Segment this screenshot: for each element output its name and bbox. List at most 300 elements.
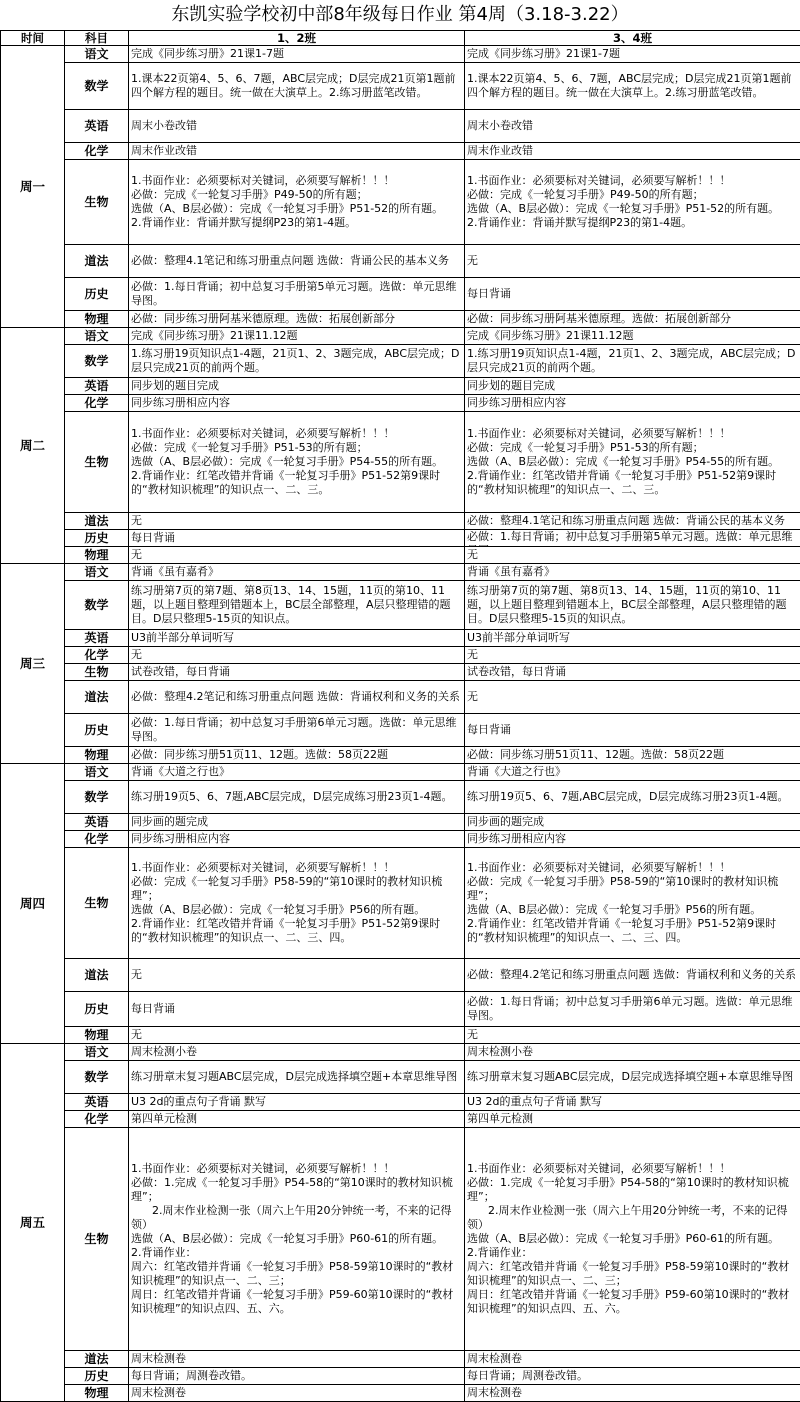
homework-line: 同步画的题完成: [131, 815, 462, 829]
homework-line: 必做：1.完成《一轮复习手册》P54-58的“第10课时的教材知识梳理”；: [467, 1176, 798, 1204]
homework-text: [131, 1112, 462, 1126]
subject-label: 生物: [65, 160, 129, 245]
homework-text: [131, 790, 462, 804]
homework-cell-class-1-2: [129, 1351, 465, 1368]
homework-text: [131, 312, 462, 326]
homework-line: 必做：1.每日背诵；初中总复习手册第6单元习题。选做：单元思维导图。: [467, 995, 798, 1023]
homework-cell-class-3-4: [465, 647, 800, 664]
homework-cell-class-3-4: [465, 345, 800, 378]
homework-cell-class-3-4: [465, 547, 800, 564]
homework-cell-class-1-2: [129, 959, 465, 992]
homework-text: [131, 1095, 462, 1109]
homework-cell-class-1-2: [129, 345, 465, 378]
day-label: 周一: [1, 46, 65, 328]
homework-cell-class-3-4: [465, 747, 800, 764]
homework-cell-class-3-4: [465, 1027, 800, 1044]
homework-cell-class-3-4: [465, 378, 800, 395]
homework-line: 练习册第7页的第7题、第8页13、14、15题，11页的第10、11题，以上题目整理到错题本上，BC层全部整理，A层只整理错的题目。D层只整理5-15页的知识点。: [131, 584, 462, 626]
homework-cell-class-1-2: [129, 1128, 465, 1351]
homework-text: [131, 329, 462, 343]
homework-line: 1.书面作业：必须要标对关键词，必须要写解析！！！: [467, 427, 798, 441]
homework-text: [131, 690, 462, 704]
homework-text: [467, 765, 798, 779]
homework-text: [131, 832, 462, 846]
homework-text: [131, 347, 462, 375]
homework-line: 选做（A、B层必做）：完成《一轮复习手册》P60-61的所有题。: [131, 1232, 462, 1246]
homework-cell-class-3-4: [465, 1044, 800, 1061]
homework-line: 无: [467, 548, 798, 562]
homework-line: 每日背诵: [131, 531, 462, 545]
homework-line: 必做：同步练习册阿基米德原理。选做：拓展创新部分: [131, 312, 462, 326]
homework-line: 同步练习册相应内容: [131, 396, 462, 410]
subject-label: 物理: [65, 311, 129, 328]
homework-text: [467, 1386, 798, 1400]
homework-line: 必做：完成《一轮复习手册》P58-59的“第10课时的教材知识梳理”；: [131, 875, 462, 903]
homework-text: [467, 1028, 798, 1042]
subject-label: 历史: [65, 530, 129, 547]
homework-text: [131, 1352, 462, 1366]
homework-text: [131, 631, 462, 645]
table-row: [1, 564, 800, 581]
homework-line: 无: [467, 1028, 798, 1042]
homework-text: [467, 530, 798, 546]
homework-line: 每日背诵: [467, 723, 798, 737]
table-row: [1, 1368, 800, 1385]
homework-cell-class-3-4: [465, 564, 800, 581]
homework-text: [467, 861, 798, 945]
homework-cell-class-1-2: [129, 814, 465, 831]
homework-line: 1.书面作业：必须要标对关键词，必须要写解析！！！: [467, 861, 798, 875]
homework-cell-class-1-2: [129, 530, 465, 547]
homework-cell-class-3-4: [465, 530, 800, 547]
table-row: [1, 46, 800, 63]
homework-cell-class-3-4: [465, 1111, 800, 1128]
homework-text: [131, 548, 462, 562]
homework-line: 同步练习册相应内容: [467, 396, 798, 410]
subject-label: 物理: [65, 547, 129, 564]
homework-cell-class-3-4: [465, 278, 800, 311]
subject-label: 生物: [65, 848, 129, 959]
homework-line: 完成《同步练习册》21课11.12题: [131, 329, 462, 343]
homework-line: 1.练习册19页知识点1-4题，21页1、2、3题完成，ABC层完成；D层只完成21页的前两个题。: [131, 347, 462, 375]
homework-cell-class-3-4: [465, 764, 800, 781]
page-title: 东凯实验学校初中部8年级每日作业 第4周（3.18-3.22）: [0, 0, 800, 30]
table-row: [1, 581, 800, 630]
homework-cell-class-1-2: [129, 1111, 465, 1128]
homework-cell-class-1-2: [129, 1044, 465, 1061]
table-row: [1, 764, 800, 781]
subject-label: 语文: [65, 46, 129, 63]
subject-label: 英语: [65, 110, 129, 143]
homework-cell-class-1-2: [129, 1061, 465, 1094]
homework-line: 选做（A、B层必做）：完成《一轮复习手册》P56的所有题。: [131, 903, 462, 917]
homework-line: 1.书面作业：必须要标对关键词，必须要写解析！！！: [131, 861, 462, 875]
homework-cell-class-1-2: [129, 328, 465, 345]
table-row: [1, 1061, 800, 1094]
subject-label: 物理: [65, 1027, 129, 1044]
homework-text: [467, 427, 798, 497]
homework-line: 选做（A、B层必做）：完成《一轮复习手册》P54-55的所有题。: [467, 455, 798, 469]
table-row: [1, 345, 800, 378]
homework-line: 1.课本22页第4、5、6、7题，ABC层完成；D层完成21页第1题前四个解方程的题目。统一做在大演草上。2.练习册蓝笔改错。: [467, 72, 798, 100]
homework-text: [131, 1002, 462, 1016]
homework-text: [131, 748, 462, 762]
homework-line: 每日背诵: [467, 287, 798, 301]
homework-text: [467, 312, 798, 326]
homework-line: 每日背诵: [131, 1002, 462, 1016]
homework-text: [467, 648, 798, 662]
homework-line: 同步划的题目完成: [131, 379, 462, 393]
homework-text: [131, 119, 462, 133]
homework-text: [467, 119, 798, 133]
homework-line: 同步划的题目完成: [467, 379, 798, 393]
homework-line: 周末小卷改错: [467, 119, 798, 133]
homework-text: [131, 1045, 462, 1059]
homework-text: [131, 47, 462, 61]
homework-line: 周日：红笔改错并背诵《一轮复习手册》P59-60第10课时的“教材知识梳理”的知识点四、五、六。: [467, 1288, 798, 1316]
homework-cell-class-1-2: [129, 395, 465, 412]
homework-line: U3 2d的重点句子背诵 默写: [467, 1095, 798, 1109]
homework-line: 必做：完成《一轮复习手册》P49-50的所有题；: [467, 188, 798, 202]
homework-cell-class-1-2: [129, 781, 465, 814]
homework-cell-class-1-2: [129, 63, 465, 110]
day-label: 周三: [1, 564, 65, 764]
subject-label: 英语: [65, 814, 129, 831]
homework-cell-class-1-2: [129, 831, 465, 848]
table-row: [1, 647, 800, 664]
homework-line: 无: [131, 1028, 462, 1042]
homework-line: 练习册19页5、6、7题,ABC层完成，D层完成练习册23页1-4题。: [467, 790, 798, 804]
homework-cell-class-1-2: [129, 747, 465, 764]
homework-text: [467, 396, 798, 410]
homework-line: 周日：红笔改错并背诵《一轮复习手册》P59-60第10课时的“教材知识梳理”的知识点四、五、六。: [131, 1288, 462, 1316]
subject-label: 物理: [65, 747, 129, 764]
homework-text: [131, 765, 462, 779]
homework-cell-class-3-4: [465, 848, 800, 959]
subject-label: 道法: [65, 513, 129, 530]
homework-line: 周末检测卷: [131, 1352, 462, 1366]
homework-line: 试卷改错，每日背诵: [131, 665, 462, 679]
homework-text: [131, 254, 462, 268]
homework-cell-class-1-2: [129, 160, 465, 245]
table-row: [1, 63, 800, 110]
homework-line: 2.背诵作业：红笔改错并背诵《一轮复习手册》P51-52第9课时的“教材知识梳理”的知识点一、二、三、四。: [131, 917, 462, 945]
homework-line: 背诵《大道之行也》: [467, 765, 798, 779]
homework-line: 周末检测小卷: [467, 1045, 798, 1059]
homework-text: [467, 514, 798, 528]
homework-line: 1.书面作业：必须要标对关键词，必须要写解析！！！: [467, 174, 798, 188]
header-class-1-2: 1、2班: [129, 31, 465, 46]
homework-line: 必做：1.每日背诵；初中总复习手册第6单元习题。选做：单元思维导图。: [131, 716, 462, 744]
homework-text: [467, 287, 798, 301]
homework-line: 周末检测小卷: [131, 1045, 462, 1059]
homework-line: 无: [131, 968, 462, 982]
homework-line: 1.课本22页第4、5、6、7题，ABC层完成；D层完成21页第1题前四个解方程的题目。统一做在大演草上。2.练习册蓝笔改错。: [131, 72, 462, 100]
homework-cell-class-1-2: [129, 1094, 465, 1111]
homework-cell-class-1-2: [129, 630, 465, 647]
homework-cell-class-3-4: [465, 1128, 800, 1351]
homework-text: [467, 748, 798, 762]
homework-line: 背诵《虽有嘉肴》: [467, 565, 798, 579]
homework-cell-class-1-2: [129, 278, 465, 311]
table-row: [1, 513, 800, 530]
homework-text: [467, 1112, 798, 1126]
table-row: [1, 1128, 800, 1351]
table-row: [1, 412, 800, 513]
homework-cell-class-3-4: [465, 664, 800, 681]
table-row: [1, 781, 800, 814]
homework-text: [131, 968, 462, 982]
table-row: [1, 1027, 800, 1044]
homework-line: 1.书面作业：必须要标对关键词，必须要写解析！！！: [131, 1162, 462, 1176]
homework-line: 必做：完成《一轮复习手册》P58-59的“第10课时的教材知识梳理”；: [467, 875, 798, 903]
homework-cell-class-1-2: [129, 547, 465, 564]
subject-label: 语文: [65, 764, 129, 781]
homework-text: [467, 548, 798, 562]
homework-cell-class-1-2: [129, 378, 465, 395]
table-row: [1, 1111, 800, 1128]
homework-line: 无: [467, 254, 798, 268]
homework-cell-class-1-2: [129, 714, 465, 747]
homework-line: 周末作业改错: [131, 144, 462, 158]
subject-label: 语文: [65, 564, 129, 581]
homework-cell-class-1-2: [129, 110, 465, 143]
homework-cell-class-1-2: [129, 1385, 465, 1402]
homework-text: [467, 565, 798, 579]
homework-text: [131, 648, 462, 662]
homework-text: [131, 1162, 462, 1316]
homework-text: [131, 531, 462, 545]
subject-label: 数学: [65, 345, 129, 378]
homework-text: [467, 665, 798, 679]
homework-line: 必做：整理4.1笔记和练习册重点问题 选做：背诵公民的基本义务: [467, 514, 798, 528]
header-time: 时间: [1, 31, 65, 46]
homework-line: 每日背诵；周测卷改错。: [467, 1369, 798, 1383]
homework-cell-class-3-4: [465, 160, 800, 245]
homework-cell-class-3-4: [465, 245, 800, 278]
homework-cell-class-1-2: [129, 245, 465, 278]
homework-text: [467, 815, 798, 829]
homework-cell-class-3-4: [465, 831, 800, 848]
homework-line: 练习册章末复习题ABC层完成，D层完成选择填空题+本章思维导图: [467, 1070, 798, 1084]
table-row: [1, 110, 800, 143]
subject-label: 道法: [65, 245, 129, 278]
homework-line: 2.周末作业检测一张（周六上午用20分钟统一考，不来的记得领）: [467, 1204, 798, 1232]
homework-line: 周末检测卷: [467, 1386, 798, 1400]
homework-text: [131, 1369, 462, 1383]
homework-line: 周末作业改错: [467, 144, 798, 158]
homework-line: 第四单元检测: [467, 1112, 798, 1126]
table-row: [1, 814, 800, 831]
homework-text: [467, 47, 798, 61]
homework-line: U3 2d的重点句子背诵 默写: [131, 1095, 462, 1109]
homework-line: 无: [131, 548, 462, 562]
homework-text: [131, 144, 462, 158]
subject-label: 化学: [65, 143, 129, 160]
subject-label: 生物: [65, 1128, 129, 1351]
homework-line: 无: [131, 648, 462, 662]
homework-text: [131, 1028, 462, 1042]
homework-line: 周末小卷改错: [131, 119, 462, 133]
table-row: [1, 547, 800, 564]
homework-cell-class-3-4: [465, 781, 800, 814]
homework-text: [467, 144, 798, 158]
homework-text: [467, 995, 798, 1023]
subject-label: 化学: [65, 1111, 129, 1128]
homework-line: 同步画的题完成: [467, 815, 798, 829]
homework-line: 必做：同步练习册51页11、12题。选做：58页22题: [467, 748, 798, 762]
homework-line: 2.背诵作业：: [131, 1246, 462, 1260]
homework-table: [0, 30, 800, 1402]
homework-cell-class-1-2: [129, 412, 465, 513]
homework-line: 必做：整理4.2笔记和练习册重点问题 选做：背诵权利和义务的关系: [467, 968, 798, 982]
table-row: [1, 278, 800, 311]
homework-line: 1.书面作业：必须要标对关键词，必须要写解析！！！: [131, 427, 462, 441]
homework-text: [467, 1369, 798, 1383]
header-class-3-4: 3、4班: [465, 31, 800, 46]
table-row: [1, 1385, 800, 1402]
header-row: [1, 31, 800, 46]
homework-text: [131, 1070, 462, 1084]
homework-line: 2.背诵作业：红笔改错并背诵《一轮复习手册》P51-52第9课时的“教材知识梳理”的知识点一、二、三。: [131, 469, 462, 497]
homework-text: [467, 254, 798, 268]
homework-cell-class-3-4: [465, 143, 800, 160]
homework-cell-class-3-4: [465, 959, 800, 992]
homework-line: 同步练习册相应内容: [131, 832, 462, 846]
homework-line: 第四单元检测: [131, 1112, 462, 1126]
homework-text: [467, 1070, 798, 1084]
homework-line: 试卷改错，每日背诵: [467, 665, 798, 679]
homework-cell-class-1-2: [129, 564, 465, 581]
homework-line: 无: [467, 690, 798, 704]
homework-line: 必做：同步练习册阿基米德原理。选做：拓展创新部分: [467, 312, 798, 326]
homework-line: 选做（A、B层必做）：完成《一轮复习手册》P54-55的所有题。: [131, 455, 462, 469]
homework-line: 1.书面作业：必须要标对关键词，必须要写解析！！！: [131, 174, 462, 188]
table-row: [1, 378, 800, 395]
homework-text: [131, 427, 462, 497]
subject-label: 道法: [65, 959, 129, 992]
homework-line: 练习册19页5、6、7题,ABC层完成，D层完成练习册23页1-4题。: [131, 790, 462, 804]
subject-label: 物理: [65, 1385, 129, 1402]
homework-text: [467, 1045, 798, 1059]
homework-cell-class-3-4: [465, 328, 800, 345]
homework-line: 选做（A、B层必做）：完成《一轮复习手册》P51-52的所有题。: [467, 202, 798, 216]
homework-line: 1.练习册19页知识点1-4题，21页1、2、3题完成，ABC层完成；D层只完成21页的前两个题。: [467, 347, 798, 375]
subject-label: 历史: [65, 992, 129, 1027]
homework-cell-class-3-4: [465, 63, 800, 110]
homework-text: [467, 1095, 798, 1109]
homework-text: [467, 1352, 798, 1366]
homework-cell-class-3-4: [465, 630, 800, 647]
table-body: [1, 46, 800, 1402]
homework-line: 2.背诵作业：背诵并默写提纲P23的第1-4题。: [131, 216, 462, 230]
homework-text: [467, 690, 798, 704]
subject-label: 历史: [65, 278, 129, 311]
homework-line: 必做：完成《一轮复习手册》P51-53的所有题；: [467, 441, 798, 455]
homework-line: 同步练习册相应内容: [467, 832, 798, 846]
homework-cell-class-3-4: [465, 581, 800, 630]
subject-label: 生物: [65, 412, 129, 513]
subject-label: 历史: [65, 1368, 129, 1385]
homework-cell-class-3-4: [465, 714, 800, 747]
day-label: 周四: [1, 764, 65, 1044]
subject-label: 道法: [65, 1351, 129, 1368]
homework-text: [467, 1162, 798, 1316]
homework-line: 无: [131, 514, 462, 528]
subject-label: 数学: [65, 1061, 129, 1094]
homework-cell-class-1-2: [129, 848, 465, 959]
subject-label: 语文: [65, 1044, 129, 1061]
homework-text: [131, 815, 462, 829]
homework-text: [131, 72, 462, 100]
homework-cell-class-1-2: [129, 664, 465, 681]
homework-text: [131, 665, 462, 679]
homework-line: 练习册第7页的第7题、第8页13、14、15题，11页的第10、11题，以上题目整理到错题本上，BC层全部整理，A层只整理错的题目。D层只整理5-15页的知识点。: [467, 584, 798, 626]
homework-line: U3前半部分单词听写: [131, 631, 462, 645]
table-row: [1, 143, 800, 160]
homework-cell-class-3-4: [465, 311, 800, 328]
subject-label: 生物: [65, 664, 129, 681]
homework-text: [467, 584, 798, 626]
homework-cell-class-3-4: [465, 395, 800, 412]
homework-cell-class-3-4: [465, 412, 800, 513]
homework-cell-class-1-2: [129, 46, 465, 63]
table-row: [1, 160, 800, 245]
homework-text: [131, 584, 462, 626]
subject-label: 历史: [65, 714, 129, 747]
subject-label: 英语: [65, 378, 129, 395]
homework-line: 2.周末作业检测一张（周六上午用20分钟统一考，不来的记得领）: [131, 1204, 462, 1232]
homework-line: 必做：完成《一轮复习手册》P49-50的所有题；: [131, 188, 462, 202]
subject-label: 化学: [65, 395, 129, 412]
day-label: 周二: [1, 328, 65, 564]
homework-cell-class-1-2: [129, 647, 465, 664]
homework-text: [131, 280, 462, 308]
homework-cell-class-1-2: [129, 992, 465, 1027]
homework-line: 必做：完成《一轮复习手册》P51-53的所有题；: [131, 441, 462, 455]
homework-line: 背诵《虽有嘉肴》: [131, 565, 462, 579]
homework-line: 周六：红笔改错并背诵《一轮复习手册》P58-59第10课时的“教材知识梳理”的知识点一、二、三；: [131, 1260, 462, 1288]
table-row: [1, 992, 800, 1027]
homework-cell-class-3-4: [465, 1094, 800, 1111]
homework-text: [467, 723, 798, 737]
subject-label: 数学: [65, 581, 129, 630]
homework-text: [131, 565, 462, 579]
homework-cell-class-1-2: [129, 1368, 465, 1385]
homework-text: [131, 1386, 462, 1400]
subject-label: 英语: [65, 630, 129, 647]
homework-cell-class-3-4: [465, 1061, 800, 1094]
homework-cell-class-3-4: [465, 681, 800, 714]
homework-cell-class-1-2: [129, 681, 465, 714]
homework-text: [467, 790, 798, 804]
table-row: [1, 530, 800, 547]
subject-label: 数学: [65, 781, 129, 814]
table-row: [1, 664, 800, 681]
homework-cell-class-3-4: [465, 46, 800, 63]
homework-line: 周六：红笔改错并背诵《一轮复习手册》P58-59第10课时的“教材知识梳理”的知识点一、二、三；: [467, 1260, 798, 1288]
subject-label: 英语: [65, 1094, 129, 1111]
subject-label: 道法: [65, 681, 129, 714]
day-label: 周五: [1, 1044, 65, 1402]
subject-label: 化学: [65, 831, 129, 848]
header-subject: 科目: [65, 31, 129, 46]
homework-line: 背诵《大道之行也》: [131, 765, 462, 779]
homework-line: 2.背诵作业：红笔改错并背诵《一轮复习手册》P51-52第9课时的“教材知识梳理”的知识点一、二、三、四。: [467, 917, 798, 945]
table-row: [1, 245, 800, 278]
homework-cell-class-3-4: [465, 513, 800, 530]
homework-text: [467, 72, 798, 100]
